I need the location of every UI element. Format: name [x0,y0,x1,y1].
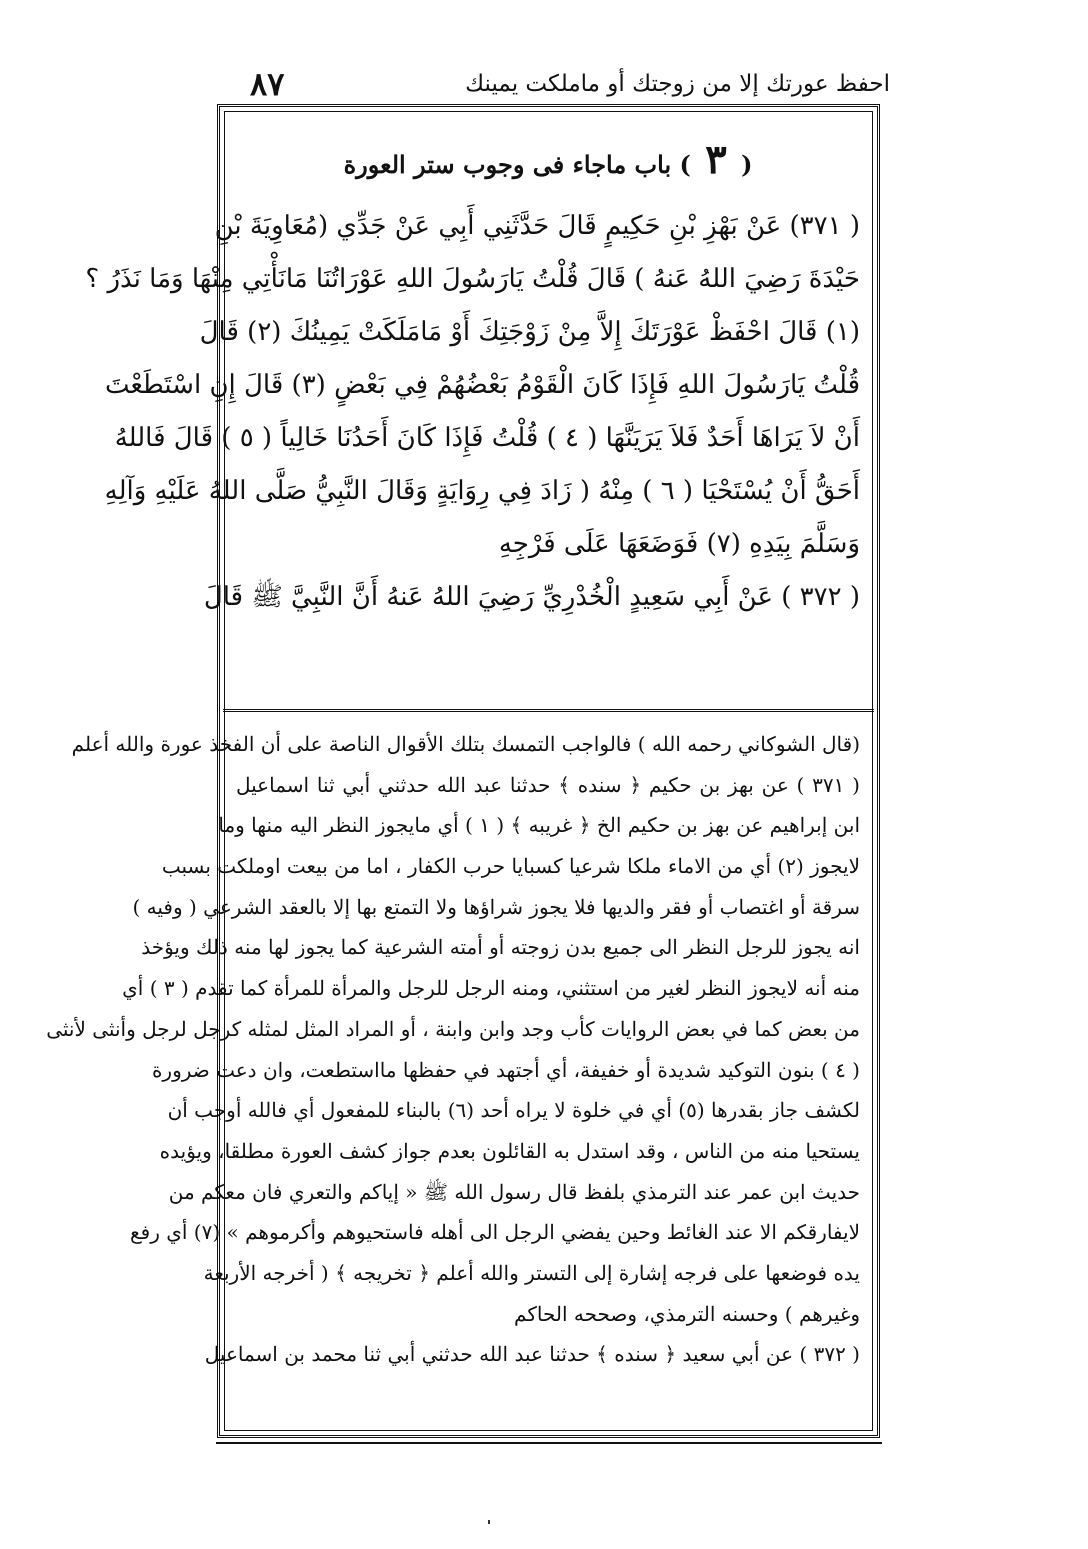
hadith-text [85,200,860,624]
commentary-line: يستحيا منه من الناس ، وقد استدل به القائلون بعدم جواز كشف العورة مطلقا، ويؤيده [159,1138,860,1163]
commentary-line: لكشف جاز بقدرها (٥) أي في خلوة لا يراه أحد (٦) بالبناء للمفعول أي فالله أوجب أن [167,1098,860,1123]
commentary-line: (قال الشوكاني رحمه الله ) فالواجب التمسك بتلك الأقوال الناصة على أن الفخذ عورة والله أعلم [71,732,860,756]
commentary-line: وغيرهم ) وحسنه الترمذي، وصححه الحاكم [514,1301,860,1326]
chapter-title: باب ماجاء فى وجوب ستر العورة [343,150,672,179]
commentary-line: منه أنه لايجوز النظر لغير من استثني، ومنه الرجل للرجل والمرأة للمرأة كما تقدم ( ٣ ) أي [122,976,860,1001]
hadith-line: ( ٣٧١) عَنْ بَهْزِ بْنِ حَكِيمٍ قَالَ حَدَّثَنِي أَبِي عَنْ جَدِّي (مُعَاوِيَةَ بْنِ [214,211,860,241]
hadith-line: وَسَلَّمَ بِيَدِهِ (٧) فَوَضَعَهَا عَلَى فَرْجِهِ [498,529,860,559]
page-bottom-rule [216,1442,882,1444]
chapter-heading [220,133,876,187]
commentary-text [46,724,860,1375]
page-number: ٨٧ [250,65,285,103]
chapter-number: ٣ [705,136,727,183]
commentary-line: لايفارقكم الا عند الغائط وحين يفضي الرجل الى أهله فاستحيوهم وأكرموهم » (٧) أي رفع [130,1220,860,1245]
commentary-line: يده فوضعها على فرجه إشارة إلى التستر والله أعلم ﴿ تخريجه ﴾ ( أخرجه الأربعة [203,1260,860,1285]
hadith-line: أَحَقُّ أَنْ يُسْتَحْيَا ( ٦ ) مِنْهُ ( زَادَ فِي رِوَايَةٍ وَقَالَ النَّبِيُّ صَلَّى اللهُ عَلَيْهِ وَآلِهِ [104,476,860,506]
hadith-line: ( ٣٧٢ ) عَنْ أَبِي سَعِيدٍ الْخُدْرِيِّ رَضِيَ اللهُ عَنهُ أَنَّ النَّبِيَّ ﷺ قَالَ [203,582,860,612]
commentary-line: ( ٣٧٢ ) عن أبي سعيد ﴿ سنده ﴾ حدثنا عبد الله حدثني أبي ثنا محمد بن اسماعيل [204,1342,860,1367]
commentary-line: من بعض كما في بعض الروايات كأب وجد وابن وابنة ، أو المراد المثل لمثله كرجل لرجل وأنثى لأنثى [46,1016,860,1041]
commentary-line: سرقة أو اغتصاب أو فقر والديها فلا يجوز شراؤها ولا التمتع بها إلا بالعقد الشرعي ( وفيه ) [132,894,860,919]
hadith-line: حَيْدَةَ رَضِيَ اللهُ عَنهُ ) قَالَ قُلْتُ يَارَسُولَ اللهِ عَوْرَاتُنَا مَانَأْتِي مِنْهَا وَمَا نَذَرُ ؟ [85,264,860,294]
hadith-line: أَنْ لاَ يَرَاهَا أَحَدٌ فَلاَ يَرَيَنَّهَا ( ٤ ) قُلْتُ فَإِذَا كَانَ أَحَدُنَا خَالِياً ( ٥ ) قَالَ فَاللهُ [114,423,860,453]
chapter-close-paren: ) [679,150,691,179]
commentary-line: ( ٣٧١ ) عن بهز بن حكيم ﴿ سنده ﴾ حدثنا عبد الله حدثني أبي ثنا اسماعيل [236,772,860,797]
ink-speck [488,1520,490,1524]
commentary-line: حديث ابن عمر عند الترمذي بلفظ قال رسول الله ﷺ « إياكم والتعري فان معكم من [168,1179,860,1204]
commentary-line: ( ٤ ) بنون التوكيد شديدة أو خفيفة، أي أجتهد في حفظها مااستطعت، وان دعت ضرورة [151,1057,860,1082]
commentary-line: انه يجوز للرجل النظر الى جميع بدن زوجته أو أمته الشرعية كما يجوز لها منه ذلك ويؤخذ [141,935,860,960]
hadith-line: قُلْتُ يَارَسُولَ اللهِ فَإِذَا كَانَ الْقَوْمُ بَعْضُهُمْ فِي بَعْضٍ (٣) قَالَ إِنِ اسْتَطَعْتَ [104,370,860,400]
hadith-line: (١) قَالَ احْفَظْ عَوْرَتَكَ إِلاَّ مِنْ زَوْجَتِكَ أَوْ مَامَلَكَتْ يَمِينُكَ (٢) قَالَ [199,317,860,347]
running-title: احفظ عورتك إلا من زوجتك أو ماملكت يمينك [465,71,890,97]
page-header [250,64,890,104]
commentary-line: لايجوز (٢) أي من الاماء ملكا شرعيا كسبايا حرب الكفار ، اما من بيعت اوملكت بسبب [161,854,860,879]
text-commentary-divider [223,709,874,712]
commentary-line: ابن إبراهيم عن بهز بن حكيم الخ ﴿ غريبه ﴾ ( ١ ) أي مايجوز النظر اليه منها وما [218,813,860,838]
chapter-open-paren: ( [741,150,753,179]
